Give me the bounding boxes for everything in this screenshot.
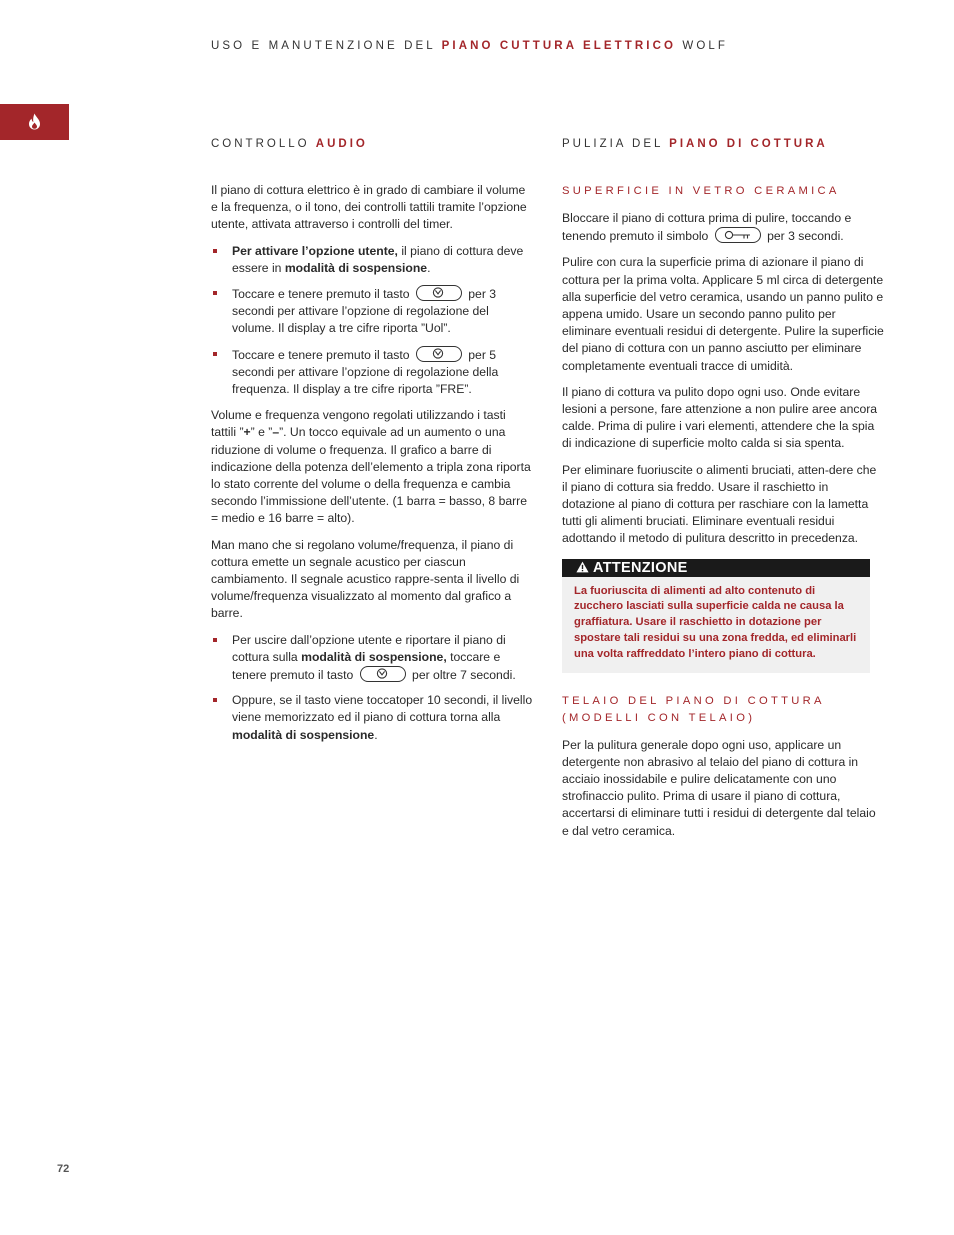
audio-steps [211,243,533,399]
step-volume [211,285,533,338]
step-exit-b: toccare e tenere premuto il tasto [232,649,501,683]
step-volume-after: per 3 secondi per attivare l’opzione di regolazione del volume. Il display a tre cifre riporta ”Uol”. [232,287,497,336]
warning-triangle-icon [576,561,589,573]
timer-icon [376,667,388,679]
minus-key-label: – [272,425,280,440]
step-activate [211,243,533,277]
adjust-text-a: Volume e frequenza vengono regolati utilizzando i tasti tattili ” [211,408,506,440]
plus-key-label: + [243,425,251,440]
header-highlight: PIANO CUTTURA ELETTRICO [441,40,677,52]
lock-text-before: Bloccare il piano di cottura prima di pulire, toccando e tenendo premuto il simbolo [562,211,852,244]
after-use-paragraph: Il piano di cottura va pulito dopo ogni uso. Onde evitare lesioni a persone, fare attenzione a non pulire aree ancora calde. Prima di pulire i vari elementi, attendere che la spia di indicazione di superficie molto calda si sia spenta. [562,384,878,451]
lock-paragraph [562,210,884,245]
step-activate-bold: Per attivare l’opzione utente, [232,243,398,258]
warning-header [562,559,870,577]
step-exit-c: per oltre 7 secondi. [412,668,516,683]
flame-icon [28,113,41,130]
step-frequency [211,346,533,399]
step-activate-mode: modalità di sospensione [284,260,428,275]
audio-section-title [211,138,368,150]
warning-box [562,559,870,673]
timer-key-button[interactable] [360,666,406,682]
audio-title-plain: CONTROLLO [211,138,310,150]
right-column [562,183,884,849]
timer-icon [432,286,444,298]
step-exit-a: Per uscire dall’opzione utente e riportare il piano di cottura sulla [232,632,506,664]
first-clean-paragraph: Pulire con cura la superficie prima di azionare il piano di cottura per la prima volta. Applicare 5 ml circa di detergente alla superficie del vetro ceramica, usando un panno pulito e appena umido. Usare un secondo panno pulito per eliminare eventuali residui di detergente. Pulire la superficie del piano di cottura con un panno asciutto per eliminare completamente eventuali tracce di umidità. [562,255,884,373]
page-header [211,40,728,52]
section-tab [0,104,69,140]
warning-label: ATTENZIONE [593,559,688,576]
step-alternative [211,692,533,744]
timer-key-button[interactable] [416,346,462,362]
page-number: 72 [57,1163,70,1175]
timer-icon [432,347,444,359]
cleaning-section-title [562,138,828,150]
subsection-glass-ceramic: SUPERFICIE IN VETRO CERAMICA [562,185,840,197]
cleaning-title-plain: PULIZIA DEL [562,138,663,150]
frame-paragraph: Per la pulitura generale dopo ogni uso, applicare un detergente non abrasivo al telaio del piano di cottura in acciaio inossidabile e pulire delicatamente con uno strofinaccio pulito. Prima di usare il piano di cottura, accertarsi di eliminare tutti i residui di detergente dal telaio e dal vetro ceramica. [562,737,876,838]
left-column [211,182,533,753]
audio-title-highlight: AUDIO [315,138,368,150]
adjust-paragraph [211,407,533,527]
step-alt-end: . [374,727,378,742]
beep-paragraph: Man mano che si regolano volume/frequenza, il piano di cottura emette un segnale acustico per ciascun cambiamento. Il segnale acustico rappre-senta il livello di volume/frequenza visualizzato al momento dal grafico a barre. [211,537,520,621]
cleaning-title-highlight: PIANO DI COTTURA [669,138,828,150]
warning-text: La fuoriuscita di alimenti ad alto contenuto di zucchero lasciati sulla superficie calda ne causa la graffiatura. Usare il raschietto in dotazione per spostare tali residui su una zona fredda, ed eliminarli una volta raffreddato l’intero piano di cottura. [574,584,857,660]
step-activate-text: il piano di cottura deve essere in [232,243,524,275]
step-frequency-before: Toccare e tenere premuto il tasto [232,347,410,362]
header-suffix: WOLF [682,40,728,52]
step-exit-mode: modalità di sospensione, [301,649,447,664]
adjust-text-c: ”. Un tocco equivale ad un aumento o una riduzione di volume o frequenza. Il grafico a barre di indicazione della potenza dell’elemento a tripla zona riporta lo stato corrente del volume o della frequenza e cambia secondo l’immissione dell’utente. (1 barra = basso, 8 barre = medio e 16 barre = alto). [211,425,531,526]
lock-key-button[interactable] [715,227,761,243]
step-activate-end: . [427,260,431,275]
step-volume-before: Toccare e tenere premuto il tasto [232,287,410,302]
step-frequency-after: per 5 secondi per attivare l’opzione di regolazione della frequenza. Il display a tre cifre riporta ”FRE”. [232,347,499,397]
subsection-frame: TELAIO DEL PIANO DI COTTURA (MODELLI CON TELAIO) [562,694,825,724]
key-icon [724,230,752,240]
lock-text-after: per 3 secondi. [767,229,844,244]
step-alt-mode: modalità di sospensione [232,727,375,742]
adjust-text-b: ” e ” [250,425,273,440]
exit-steps [211,632,533,744]
header-prefix: USO E MANUTENZIONE DEL [211,40,436,52]
spills-paragraph: Per eliminare fuoriuscite o alimenti bruciati, atten-dere che il piano di cottura sia freddo. Usare il raschietto in dotazione al piano di cottura per raschiare con la lametta tutti gli alimenti bruciati. Eliminare eventuali residui adottando il metodo di pulitura descritto in precedenza. [562,462,877,546]
audio-intro: Il piano di cottura elettrico è in grado di cambiare il volume e la frequenza, o il tono, dei controlli tattili tramite l’opzione utente, attivata attraverso i controlli del timer. [211,183,527,232]
step-exit [211,632,533,685]
step-alt-a: Oppure, se il tasto viene toccatoper 10 secondi, il livello viene memorizzato ed il piano di cottura torna alla [232,693,533,725]
timer-key-button[interactable] [416,285,462,301]
